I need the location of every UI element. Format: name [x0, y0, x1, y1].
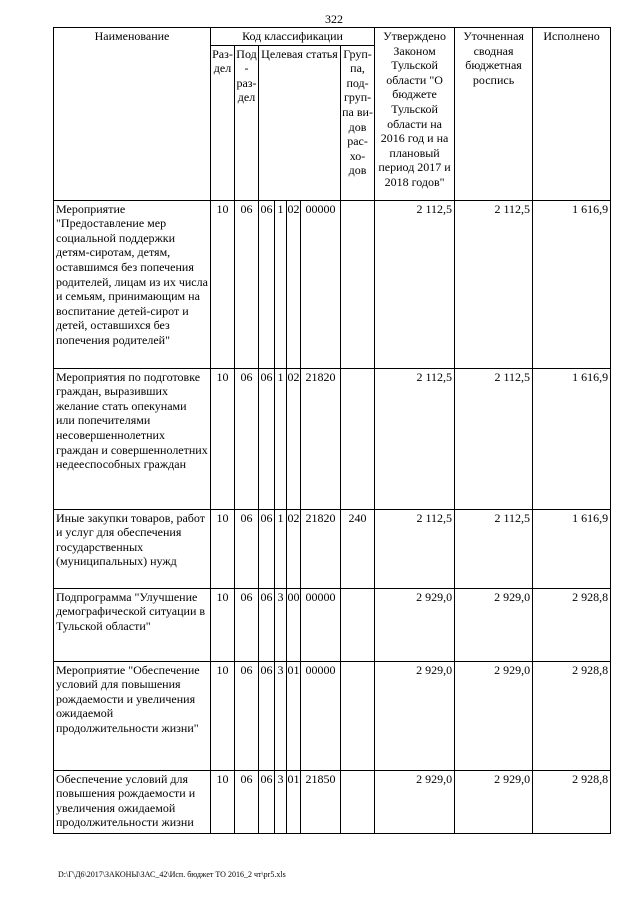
row-podrazdel: 06: [235, 200, 259, 368]
row-approved: 2 929,0: [375, 588, 455, 661]
header-approved: Утверждено Законом Тульской области "О бюджете Тульской области на 2016 год и на плановый период 2017 и 2018 годов": [375, 28, 455, 201]
row-refined: 2 112,5: [455, 200, 533, 368]
row-approved: 2 929,0: [375, 661, 455, 770]
row-cs2: 1: [275, 509, 287, 588]
row-approved: 2 112,5: [375, 509, 455, 588]
table-row: [54, 509, 611, 588]
row-executed: 1 616,9: [533, 368, 611, 509]
row-name: Обеспечение условий для повышения рождаемости и увеличения ожидаемой продолжительности жизни: [54, 770, 211, 833]
row-name: Иные закупки товаров, работ и услуг для обеспечения государственных (муниципальных) нужд: [54, 509, 211, 588]
row-approved: 2 112,5: [375, 368, 455, 509]
row-refined: 2 929,0: [455, 588, 533, 661]
header-refined: Уточненная сводная бюджетная роспись: [455, 28, 533, 201]
row-podrazdel: 06: [235, 368, 259, 509]
row-cs4: 00000: [301, 588, 341, 661]
row-refined: 2 112,5: [455, 509, 533, 588]
header-target-article: Целевая статья: [259, 45, 341, 200]
row-cs4: 21820: [301, 509, 341, 588]
row-executed: 1 616,9: [533, 200, 611, 368]
row-executed: 2 928,8: [533, 588, 611, 661]
row-podrazdel: 06: [235, 509, 259, 588]
row-podrazdel: 06: [235, 588, 259, 661]
table-row: [54, 588, 611, 661]
row-cs4: 00000: [301, 661, 341, 770]
row-executed: 1 616,9: [533, 509, 611, 588]
row-cs1: 06: [259, 661, 275, 770]
header-subsection: Под- раз- дел: [235, 45, 259, 200]
file-path-footer: D:\Г\Д6\2017\ЗАКОНЫ\ЗАС_42\Исп. бюджет ТО 2016_2 чт\pr5.xls: [58, 870, 286, 879]
row-cs4: 21820: [301, 368, 341, 509]
table-row: [54, 661, 611, 770]
row-cs2: 3: [275, 661, 287, 770]
row-cs2: 3: [275, 770, 287, 833]
row-cs3: 02: [287, 200, 301, 368]
row-razdel: 10: [211, 588, 235, 661]
row-cs4: 21850: [301, 770, 341, 833]
row-cs2: 3: [275, 588, 287, 661]
row-cs1: 06: [259, 368, 275, 509]
row-name: Мероприятие "Обеспечение условий для повышения рождаемости и увеличения ожидаемой продолжительности жизни": [54, 661, 211, 770]
row-cs1: 06: [259, 200, 275, 368]
row-cs3: 01: [287, 770, 301, 833]
table-row: [54, 200, 611, 368]
row-group: 240: [341, 509, 375, 588]
row-approved: 2 112,5: [375, 200, 455, 368]
row-cs2: 1: [275, 200, 287, 368]
row-razdel: 10: [211, 368, 235, 509]
row-cs4: 00000: [301, 200, 341, 368]
row-refined: 2 929,0: [455, 770, 533, 833]
row-approved: 2 929,0: [375, 770, 455, 833]
header-expense-group: Груп- па, под- груп- па ви- дов рас- хо- дов: [341, 45, 375, 200]
row-name: Мероприятие "Предоставление мер социальной поддержки детям-сиротам, детям, оставшимся без попечения родителей, лицам из их числа и семьям, принимающим на воспитание детей-сирот и детей, оставшихся без попечения родителей": [54, 200, 211, 368]
row-razdel: 10: [211, 200, 235, 368]
row-executed: 2 928,8: [533, 770, 611, 833]
page-number: 322: [325, 12, 343, 26]
row-cs3: 01: [287, 661, 301, 770]
row-cs3: 02: [287, 509, 301, 588]
row-name: Мероприятия по подготовке граждан, выразивших желание стать опекунами или попечителями несовершеннолетних граждан и совершеннолетних недееспособных граждан: [54, 368, 211, 509]
row-refined: 2 112,5: [455, 368, 533, 509]
row-podrazdel: 06: [235, 661, 259, 770]
row-cs3: 02: [287, 368, 301, 509]
header-row-1: [54, 28, 611, 46]
budget-table: [53, 27, 611, 834]
row-group: [341, 770, 375, 833]
row-razdel: 10: [211, 661, 235, 770]
row-group: [341, 368, 375, 509]
header-name: Наименование: [54, 28, 211, 201]
row-razdel: 10: [211, 770, 235, 833]
table-row: [54, 770, 611, 833]
header-section: Раз- дел: [211, 45, 235, 200]
header-classification: Код классификации: [211, 28, 375, 46]
row-executed: 2 928,8: [533, 661, 611, 770]
row-refined: 2 929,0: [455, 661, 533, 770]
row-cs2: 1: [275, 368, 287, 509]
row-cs1: 06: [259, 770, 275, 833]
header-executed: Исполнено: [533, 28, 611, 201]
row-podrazdel: 06: [235, 770, 259, 833]
row-cs1: 06: [259, 509, 275, 588]
row-group: [341, 200, 375, 368]
row-group: [341, 661, 375, 770]
row-cs1: 06: [259, 588, 275, 661]
row-name: Подпрограмма "Улучшение демографической ситуации в Тульской области": [54, 588, 211, 661]
row-cs3: 00: [287, 588, 301, 661]
row-group: [341, 588, 375, 661]
row-razdel: 10: [211, 509, 235, 588]
table-row: [54, 368, 611, 509]
